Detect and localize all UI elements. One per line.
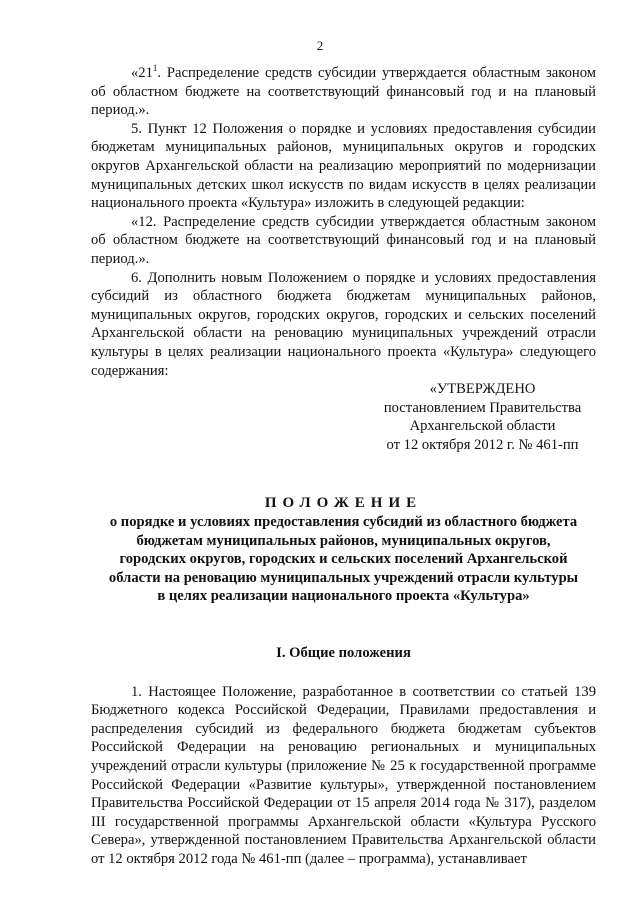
document-body <box>91 64 596 869</box>
page-number: 2 <box>316 38 324 53</box>
paragraph-21-1-text: . Распределение средств субсидии утверждается областным законом об областном бюджете на соответствующий финансовый год и на плановый период.». <box>91 65 596 119</box>
paragraph-21-1-prefix: «21 <box>131 65 153 81</box>
approval-line-1: «УТВЕРЖДЕНО <box>429 381 536 398</box>
section-paragraph-1: 1. Настоящее Положение, разработанное в соответствии со статьей 139 Бюджетного кодекса Российской Федерации, Правилами предоставления и распределения субсидий из федерального бюджета бюджетам субъектов Российской Федерации на реновацию региональных и муниципальных учреждений отрасли культуры (приложение № 25 к государственной программе Российской Федерации «Развитие культуры», утвержденной постановлением Правительства Российской Федерации от 15 апреля 2014 года № 317), разделом III государственной программы Архангельской области «Культура Русского Севера», утвержденной постановлением Правительства Архангельской области от 12 октября 2012 года № 461-пп (далее – программа), устанавливает <box>91 683 596 867</box>
paragraph-6: 6. Дополнить новым Положением о порядке и условиях предоставления субсидий из областного бюджета бюджетам муниципальных районов, муниципальных округов, городских округов, городских и сельских поселений Архангельской области на реновацию муниципальных учреждений отрасли культуры в целях реализации национального проекта «Культура» следующего содержания: <box>91 269 596 379</box>
document-subtitle: о порядке и условиях предоставления субсидий из областного бюджета бюджетам муниципальных районов, муниципальных округов, городских округов, городских и сельских поселений Архангельской области на реновацию муниципальных учреждений отрасли культуры в целях реализации национального проекта «Культура» <box>108 514 579 605</box>
paragraph-5: 5. Пункт 12 Положения о порядке и условиях предоставления субсидии бюджетам муниципальных районов, муниципальных округов и городских округов Архангельской области на реализацию мероприятий по модернизации муниципальных детских школ искусств по видам искусств в целях реализации национального проекта «Культура» изложить в следующей редакции: <box>91 120 596 212</box>
approval-line-2: постановлением Правительства <box>383 399 582 416</box>
approval-line-3: Архангельской области <box>409 418 556 435</box>
approval-stamp <box>369 380 596 454</box>
paragraph-12: «12. Распределение средств субсидии утверждается областным законом об областном бюджете на соответствующий финансовый год и на плановый период.». <box>91 213 596 267</box>
document-title: ПОЛОЖЕНИЕ <box>264 495 423 512</box>
superscript: 1 <box>152 63 158 74</box>
section-heading: I. Общие положения <box>276 645 411 662</box>
paragraph-21-1 <box>91 64 596 120</box>
approval-line-4: от 12 октября 2012 г. № 461-пп <box>386 436 579 453</box>
